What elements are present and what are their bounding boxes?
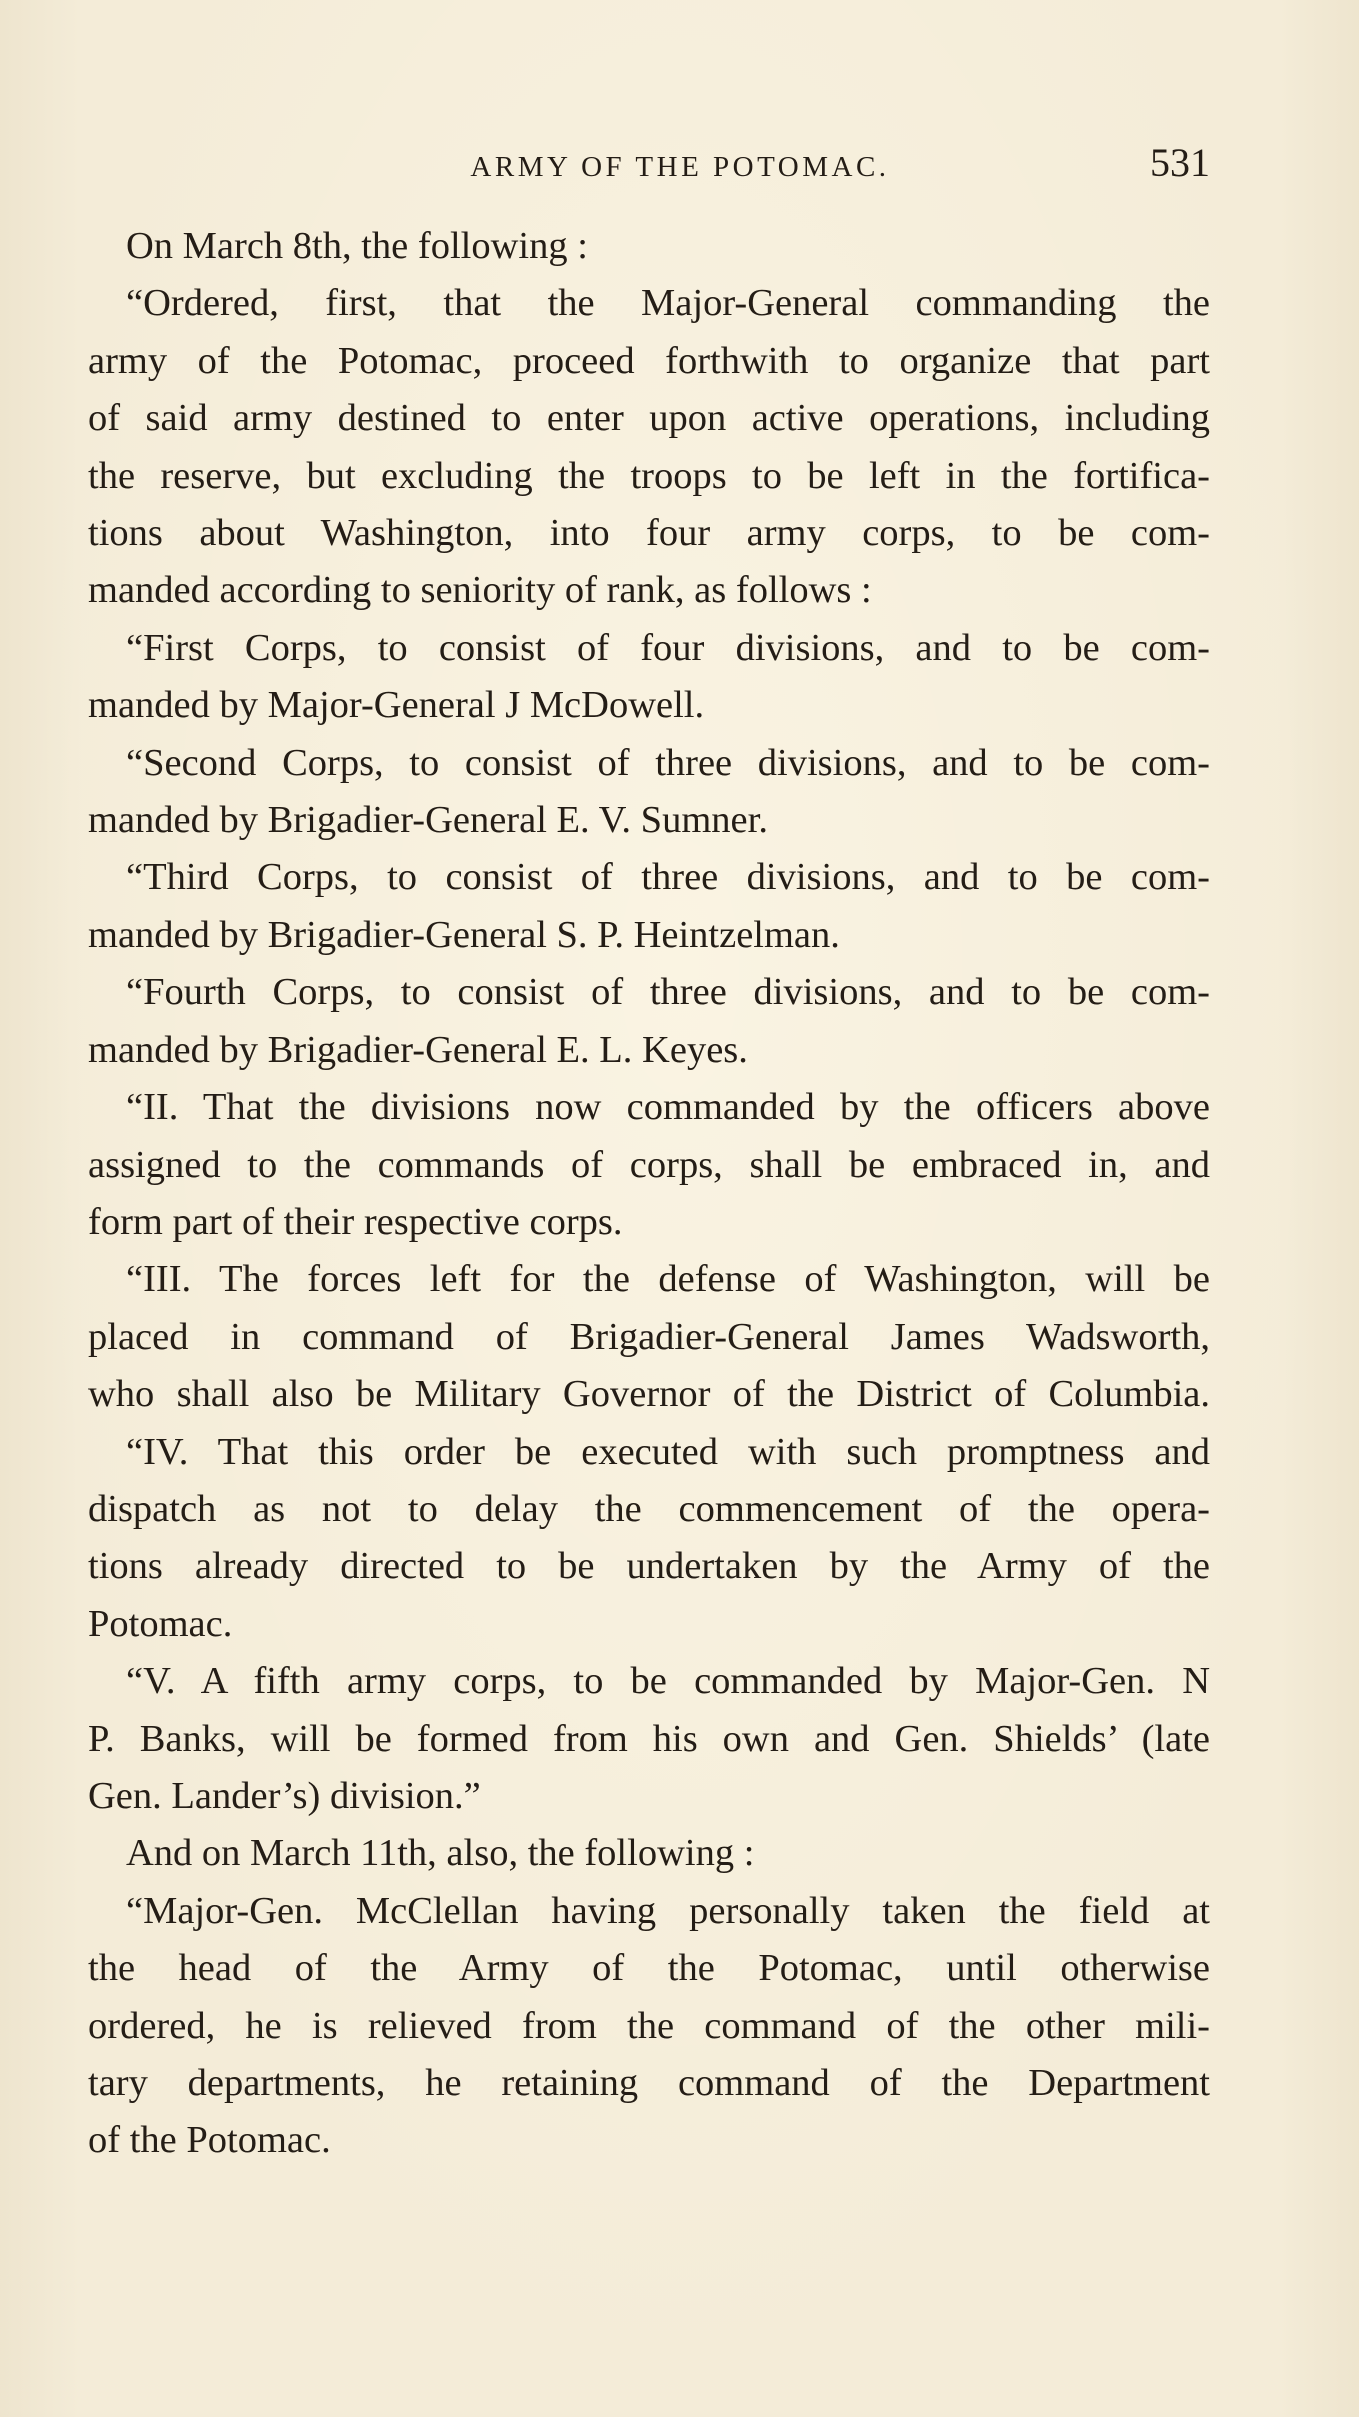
text-line: of the Potomac.: [88, 2119, 331, 2162]
text-line: army of the Potomac, proceed forthwith to organize that part: [88, 339, 1210, 382]
page-number: 531: [1150, 140, 1210, 185]
text-line: Gen. Lander’s) division.”: [88, 1774, 481, 1817]
text-line: “Fourth Corps, to consist of three divisions, and to be com-: [126, 971, 1210, 1014]
text-line: tions already directed to be undertaken by the Army of the: [88, 1545, 1210, 1588]
body-text: [88, 218, 1210, 2170]
text-line: “II. That the divisions now commanded by the officers above: [126, 1086, 1210, 1129]
text-line: Potomac.: [88, 1602, 233, 1645]
text-line: tions about Washington, into four army corps, to be com-: [88, 512, 1210, 555]
text-line: manded by Brigadier-General E. V. Sumner.: [88, 799, 768, 842]
text-line: assigned to the commands of corps, shall be embraced in, and: [88, 1143, 1210, 1186]
text-line: the reserve, but excluding the troops to be left in the fortifica-: [88, 454, 1210, 497]
text-line: form part of their respective corps.: [88, 1200, 623, 1243]
text-line: tary departments, he retaining command of the Department: [88, 2062, 1210, 2104]
text-line: dispatch as not to delay the commencement of the opera-: [88, 1487, 1210, 1530]
text-line: who shall also be Military Governor of the District of Columbia.: [88, 1373, 1210, 1416]
text-line: of said army destined to enter upon active operations, including: [88, 397, 1210, 440]
text-line: placed in command of Brigadier-General James Wadsworth,: [88, 1315, 1210, 1358]
text-line: On March 8th, the following :: [126, 225, 588, 267]
text-line: P. Banks, will be formed from his own and Gen. Shields’ (late: [88, 1717, 1210, 1760]
text-line: “IV. That this order be executed with such promptness and: [126, 1430, 1210, 1473]
text-line: manded according to seniority of rank, as follows :: [88, 569, 872, 612]
running-head: [90, 135, 1210, 195]
text-line: “Ordered, first, that the Major-General commanding the: [126, 282, 1210, 325]
text-line: “Second Corps, to consist of three divisions, and to be com-: [126, 741, 1210, 784]
text-line: ordered, he is relieved from the command of the other mili-: [88, 2004, 1210, 2047]
text-line: “Third Corps, to consist of three divisions, and to be com-: [126, 856, 1210, 899]
text-line: manded by Major-General J McDowell.: [88, 684, 705, 727]
text-line: “First Corps, to consist of four divisions, and to be com-: [126, 626, 1210, 669]
text-line: “V. A fifth army corps, to be commanded by Major-Gen. N: [126, 1660, 1210, 1703]
text-line: manded by Brigadier-General E. L. Keyes.: [88, 1028, 748, 1071]
running-title: ARMY OF THE POTOMAC.: [470, 151, 890, 183]
text-line: “III. The forces left for the defense of Washington, will be: [126, 1258, 1210, 1301]
text-line: And on March 11th, also, the following :: [126, 1832, 755, 1875]
text-line: “Major-Gen. McClellan having personally taken the field at: [126, 1889, 1210, 1932]
text-line: the head of the Army of the Potomac, until otherwise: [88, 1947, 1210, 1990]
text-line: manded by Brigadier-General S. P. Heintzelman.: [88, 913, 840, 956]
